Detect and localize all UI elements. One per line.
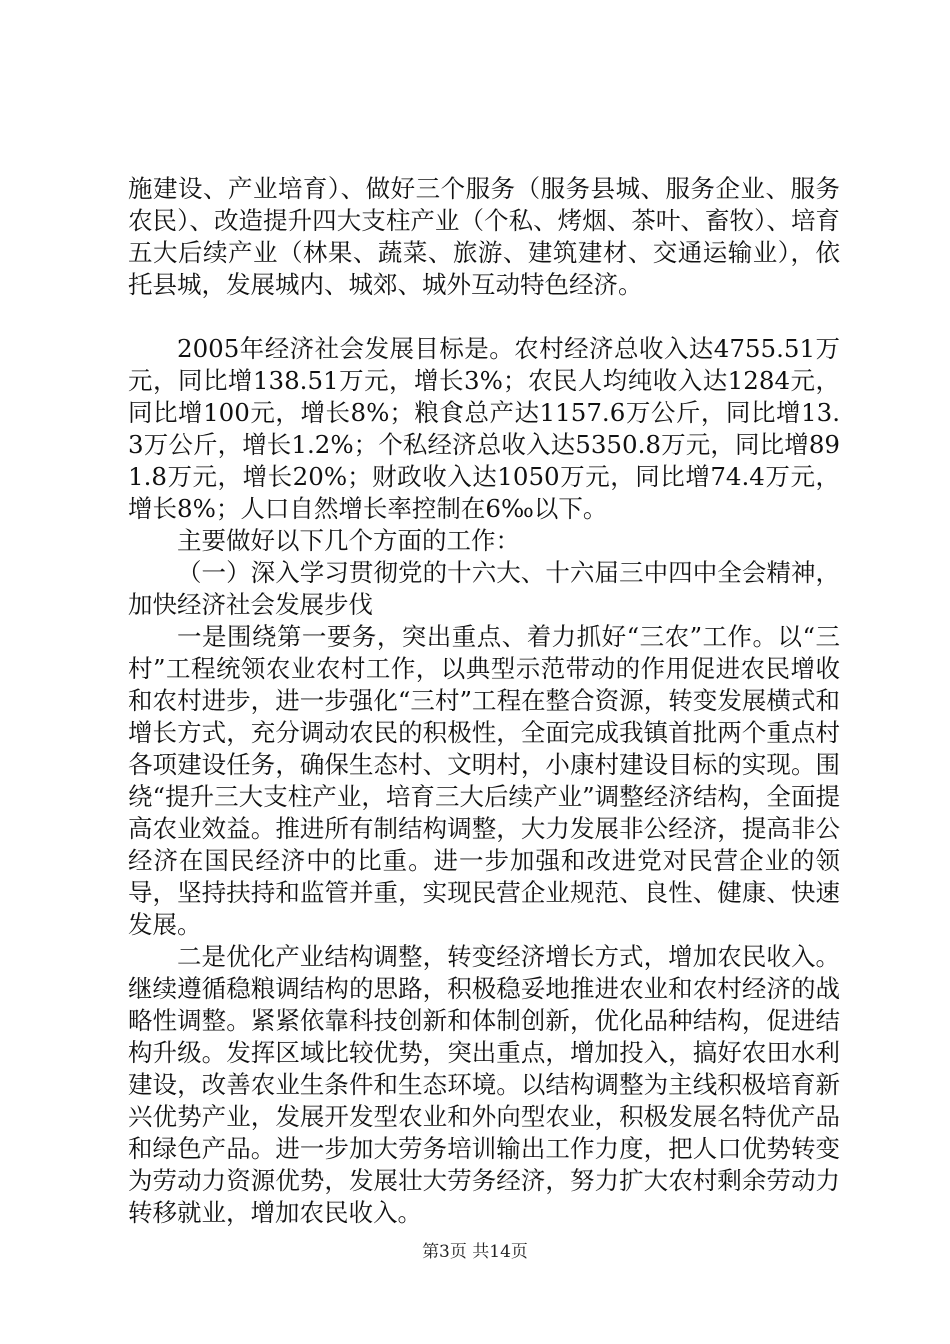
paragraph-development-targets: 2005年经济社会发展目标是。农村经济总收入达4755.51万元，同比增138.51万元，增长3%；农民人均纯收入达1284元，同比增100元，增长8%；粮食总产达1157.6万公斤，同比增13.3万公斤，增长1.2%；个私经济总收入达5350.8万元，同比增891.8万元，增长20%；财政收入达1050万元，同比增74.4万元，增长8%；人口自然增长率控制在6‰以下。 (128, 334, 840, 523)
paragraph-point-one: 一是围绕第一要务，突出重点、着力抓好“三农”工作。以“三村”工程统领农业农村工作，以典型示范带动的作用促进农民增收和农村进步，进一步强化“三村”工程在整合资源，转变发展横式和增长方式，充分调动农民的积极性，全面完成我镇首批两个重点村各项建设任务，确保生态村、文明村，小康村建设目标的实现。围绕“提升三大支柱产业，培育三大后续产业”调整经济结构，全面提高农业效益。推进所有制结构调整，大力发展非公经济，提高非公经济在国民经济中的比重。进一步加强和改进党对民营企业的领导，坚持扶持和监管并重，实现民营企业规范、良性、健康、快速发展。 (128, 622, 840, 939)
paragraph-point-two: 二是优化产业结构调整，转变经济增长方式，增加农民收入。继续遵循稳粮调结构的思路，积极稳妥地推进农业和农村经济的战略性调整。紧紧依靠科技创新和体制创新，优化品种结构，促进结构升级。发挥区域比较优势，突出重点，增加投入，搞好农田水利建设，改善农业生条件和生态环境。以结构调整为主线积极培育新兴优势产业，发展开发型农业和外向型农业，积极发展名特优产品和绿色产品。进一步加大劳务培训输出工作力度，把人口优势转变为劳动力资源优势，发展壮大劳务经济，努力扩大农村剩余劳动力转移就业，增加农民收入。 (128, 942, 840, 1227)
page-number-footer: 第3页 共14页 (422, 1242, 528, 1262)
paragraph-work-intro: 主要做好以下几个方面的工作： (177, 526, 520, 555)
section-heading-one: （一）深入学习贯彻党的十六大、十六届三中四中全会精神，加快经济社会发展步伐 (128, 558, 840, 619)
paragraph-continuation: 施建设、产业培育）、做好三个服务（服务县城、服务企业、服务农民）、改造提升四大支柱产业（个私、烤烟、茶叶、畜牧）、培育五大后续产业（林果、蔬菜、旅游、建筑建材、交通运输业），依托县城，发展城内、城郊、城外互动特色经济。 (128, 174, 840, 299)
document-body (128, 173, 840, 1229)
